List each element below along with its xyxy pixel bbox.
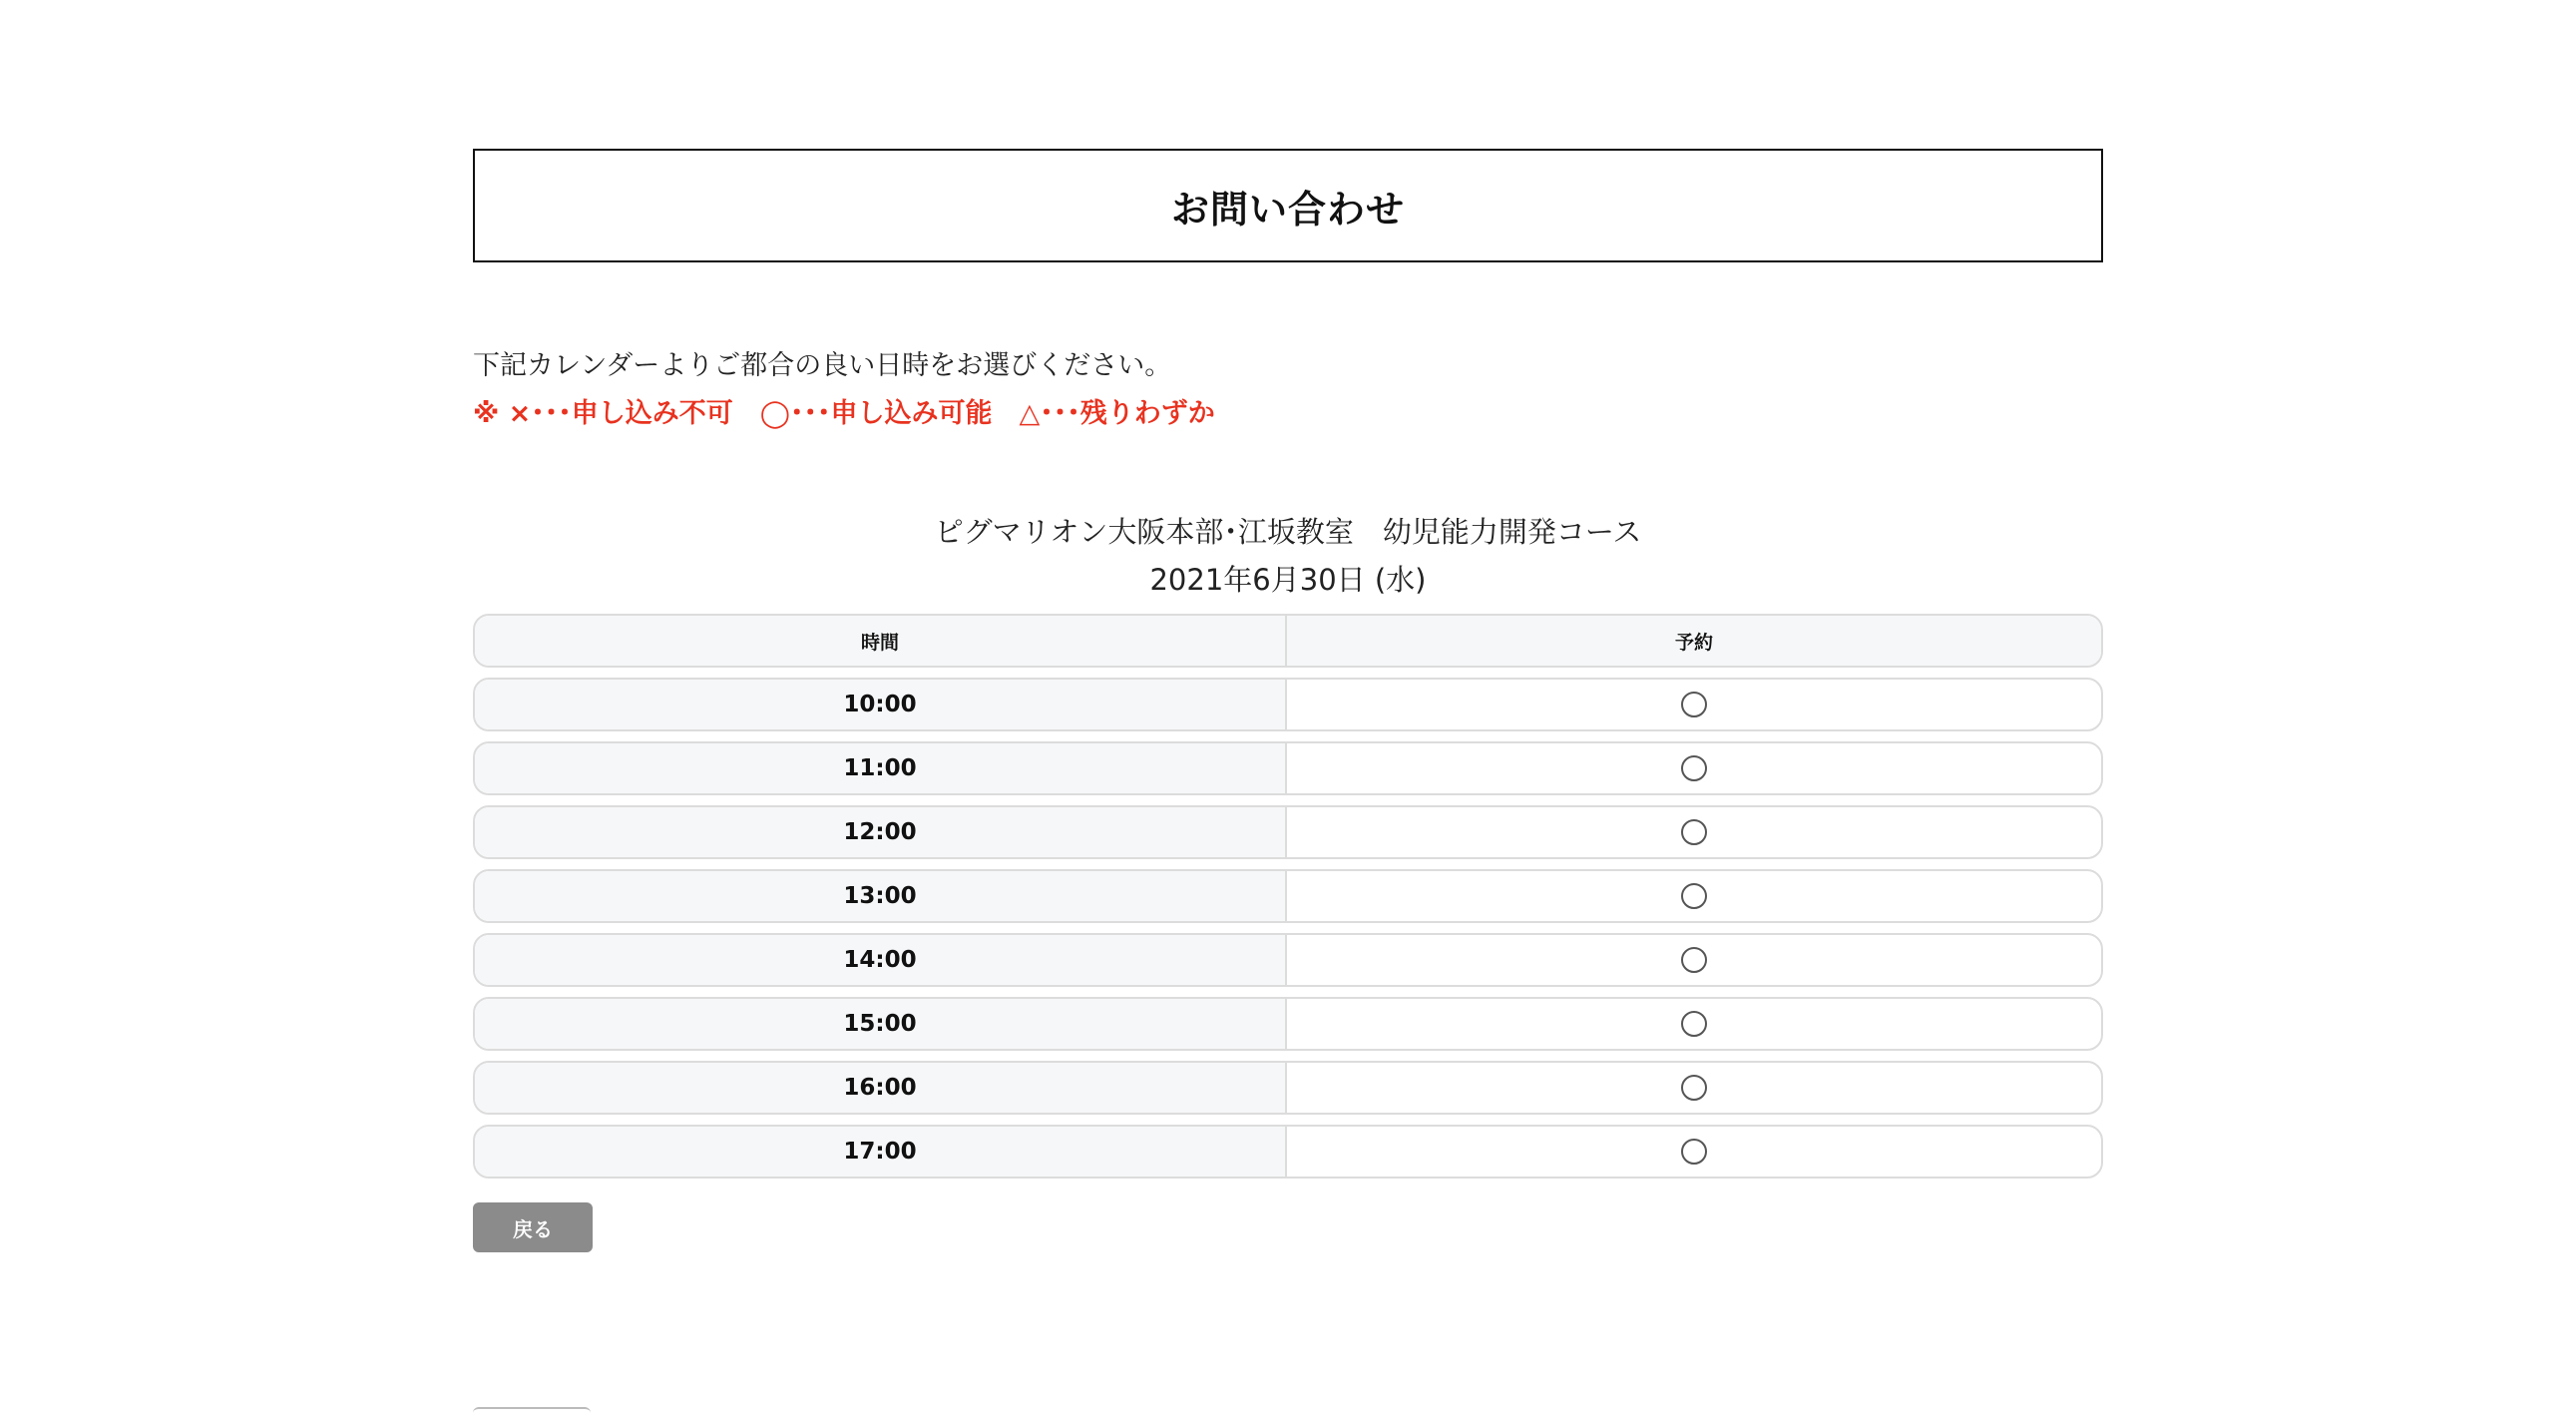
table-row — [473, 869, 2103, 923]
open-circle-icon[interactable] — [1681, 1075, 1707, 1101]
time-cell: 17:00 — [475, 1127, 1287, 1177]
open-circle-icon[interactable] — [1681, 947, 1707, 973]
date-heading: 2021年6月30日 (水) — [1149, 563, 1427, 597]
reservation-cell[interactable] — [1287, 807, 2101, 857]
table-row — [473, 741, 2103, 795]
table-row — [473, 805, 2103, 859]
reservation-cell[interactable] — [1287, 999, 2101, 1049]
reservation-cell[interactable] — [1287, 1127, 2101, 1177]
back-button[interactable]: 戻る — [473, 1202, 593, 1252]
table-row — [473, 1061, 2103, 1115]
time-cell: 15:00 — [475, 999, 1287, 1049]
time-cell: 12:00 — [475, 807, 1287, 857]
reservation-cell[interactable] — [1287, 680, 2101, 729]
reservation-cell[interactable] — [1287, 743, 2101, 793]
contact-page — [473, 149, 2103, 1252]
page-title-box — [473, 149, 2103, 262]
table-row — [473, 997, 2103, 1051]
table-row — [473, 678, 2103, 731]
header-reservation: 予約 — [1287, 616, 2101, 666]
table-row — [473, 1125, 2103, 1179]
time-cell: 11:00 — [475, 743, 1287, 793]
open-circle-icon[interactable] — [1681, 692, 1707, 717]
open-circle-icon[interactable] — [1681, 755, 1707, 781]
reservation-cell[interactable] — [1287, 1063, 2101, 1113]
open-circle-icon[interactable] — [1681, 883, 1707, 909]
course-heading: ピグマリオン大阪本部･江坂教室 幼児能力開発コース — [934, 515, 1642, 549]
availability-legend: ※ ×･･･申し込み不可 ◯･･･申し込み可能 △･･･残りわずか — [473, 398, 1215, 429]
page-title: お問い合わせ — [1170, 187, 1405, 232]
schedule-table — [473, 614, 2103, 1179]
reservation-cell[interactable] — [1287, 935, 2101, 985]
time-cell: 16:00 — [475, 1063, 1287, 1113]
open-circle-icon[interactable] — [1681, 819, 1707, 845]
table-row — [473, 933, 2103, 987]
time-cell: 10:00 — [475, 680, 1287, 729]
reservation-cell[interactable] — [1287, 871, 2101, 921]
time-cell: 13:00 — [475, 871, 1287, 921]
footer-button-edge — [473, 1407, 591, 1417]
open-circle-icon[interactable] — [1681, 1011, 1707, 1037]
table-header-row — [473, 614, 2103, 668]
calendar-instruction: 下記カレンダーよりご都合の良い日時をお選びください。 — [473, 350, 1172, 381]
header-time: 時間 — [475, 616, 1287, 666]
open-circle-icon[interactable] — [1681, 1139, 1707, 1165]
time-cell: 14:00 — [475, 935, 1287, 985]
